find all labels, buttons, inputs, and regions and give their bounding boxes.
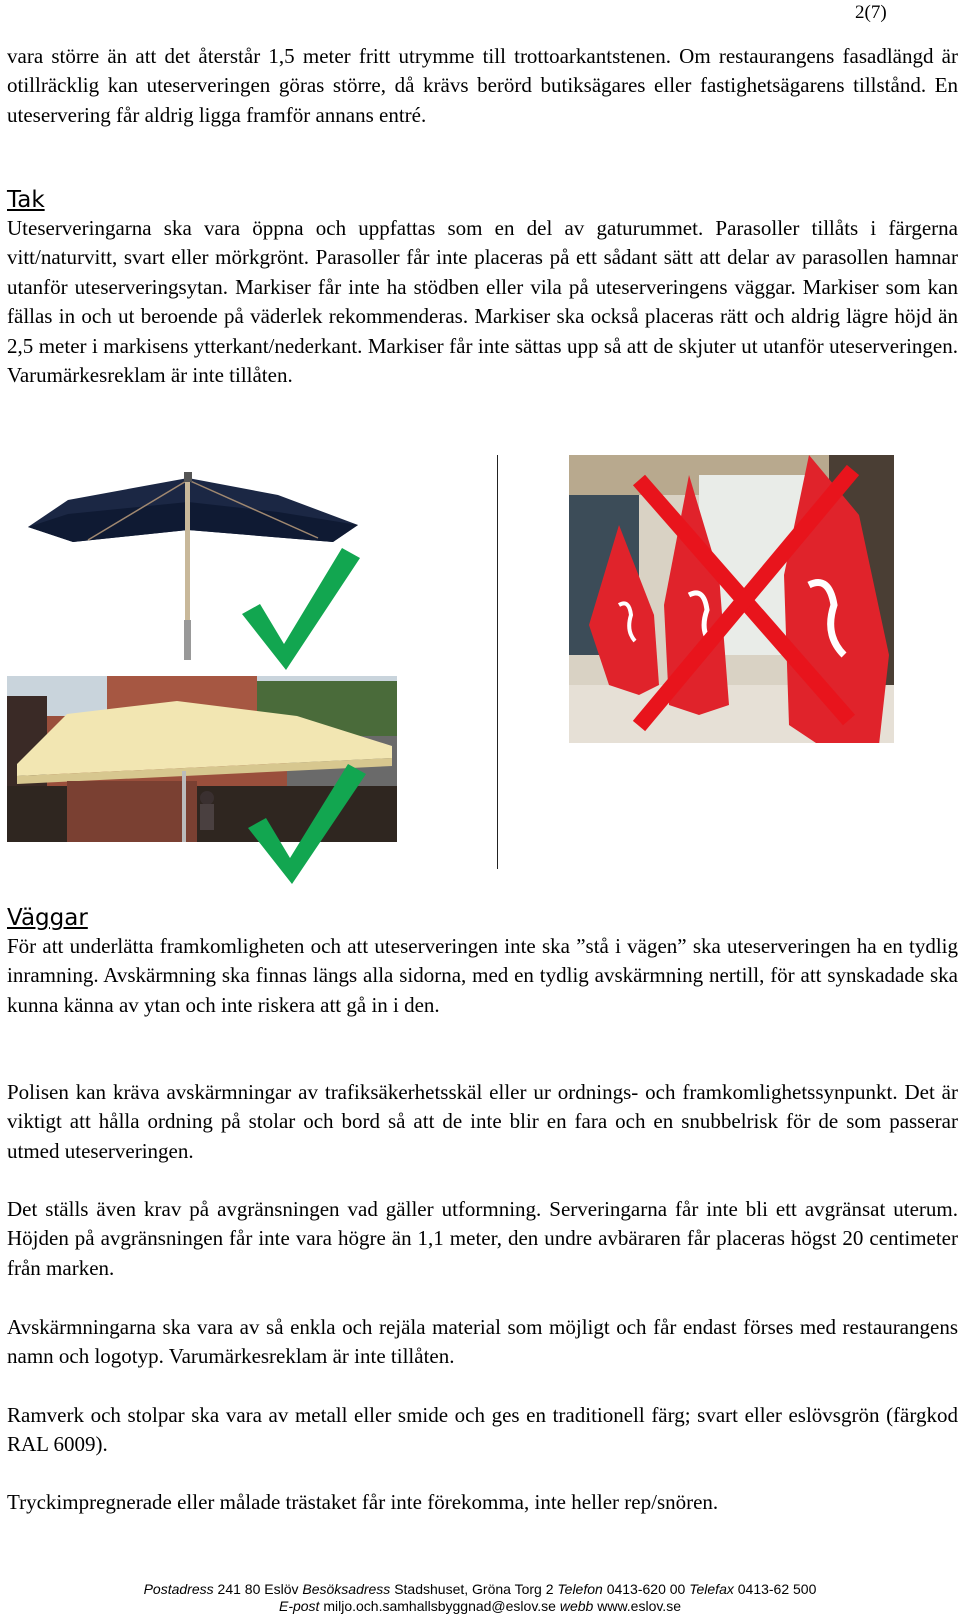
footer-postadress-label: Postadress: [143, 1581, 214, 1597]
check-mark-icon: [238, 544, 362, 674]
section-heading-vaggar: Väggar: [7, 905, 88, 931]
footer-besoksadress: Stadshuset, Gröna Torg 2: [394, 1581, 554, 1597]
footer-telefon-label: Telefon: [557, 1581, 603, 1597]
vaggar-paragraph-3: Det ställs även krav på avgränsningen vad gäller utformning. Serveringarna får inte bli ett avgränsat uterum. Höjden på avgränsningen får inte vara högre än 1,1 meter, den undre avbäraren får placeras högst 20 centimeter från marken.: [7, 1197, 958, 1280]
cross-mark-icon: [625, 462, 865, 734]
footer-line-1: [0, 1581, 960, 1598]
footer-line-2: [0, 1598, 960, 1615]
page-number: 2(7): [855, 2, 887, 23]
footer-webb[interactable]: www.eslov.se: [597, 1598, 681, 1614]
vaggar-paragraph-4: Avskärmningarna ska vara av så enkla och rejäla material som möjligt och får endast förses med restaurangens namn och logotyp. Varumärkesreklam är inte tillåten.: [7, 1315, 958, 1369]
footer-telefax: 0413-62 500: [737, 1581, 817, 1597]
footer-epost[interactable]: miljo.och.samhallsbyggnad@eslov.se: [323, 1598, 556, 1614]
footer-telefax-label: Telefax: [689, 1581, 734, 1597]
check-mark-icon-2: [244, 760, 368, 888]
footer-postadress: 241 80 Eslöv: [217, 1581, 299, 1597]
intro-paragraph: vara större än att det återstår 1,5 meter fritt utrymme till trottoarkantstenen. Om restaurangens fasadlängd är otillräcklig kan uteserveringen göras större, då krävs berörd butiksägares eller fastighetsägarens tillstånd. En uteservering får aldrig ligga framför annans entré.: [7, 44, 958, 127]
vaggar-paragraph-6: Tryckimpregnerade eller målade trästaket får inte förekomma, inte heller rep/snören.: [7, 1490, 719, 1514]
footer-telefon: 0413-620 00: [606, 1581, 686, 1597]
footer-webb-label: webb: [559, 1598, 594, 1614]
vaggar-paragraph-1: För att underlätta framkomligheten och att uteserveringen inte ska ”stå i vägen” ska uteserveringen ha en tydlig inramning. Avskärmning ska finnas längs alla sidorna, med en tydlig avskärmning nertill, för att synskadade ska kunna känna av ytan och inte riskera att gå in i den.: [7, 934, 958, 1017]
vaggar-paragraph-2: Polisen kan kräva avskärmningar av trafiksäkerhetsskäl eller ur ordnings- och framkomlighetssynpunkt. Det är viktigt att hålla ordning på stolar och bord så att de inte blir en fara och en snubbelrisk för de som passerar utmed uteserveringen.: [7, 1080, 958, 1163]
tak-paragraph: Uteserveringarna ska vara öppna och uppfattas som en del av gaturummet. Parasoller tillåts i färgerna vitt/naturvitt, svart eller mörkgrönt. Parasoller får inte placeras på ett sådant sätt att delar av parasollen hamnar utanför uteserveringsytan. Markiser får inte ha stödben eller vila på uteserveringens väggar. Markiser som kan fällas in och ut beroende på väderlek rekommenderas. Markiser ska också placeras rätt och aldrig lägre höjd än 2,5 meter i markisens ytterkant/nederkant. Markiser får inte sättas upp så att de skjuter ut utanför uteserveringen. Varumärkesreklam är inte tillåten.: [7, 216, 958, 388]
section-heading-tak: Tak: [7, 187, 45, 213]
footer-besoksadress-label: Besöksadress: [302, 1581, 391, 1597]
footer-epost-label: E-post: [278, 1598, 320, 1614]
image-divider: [497, 455, 498, 869]
vaggar-paragraph-5: Ramverk och stolpar ska vara av metall eller smide och ges en traditionell färg; svart eller eslövsgrön (färgkod RAL 6009).: [7, 1403, 958, 1457]
